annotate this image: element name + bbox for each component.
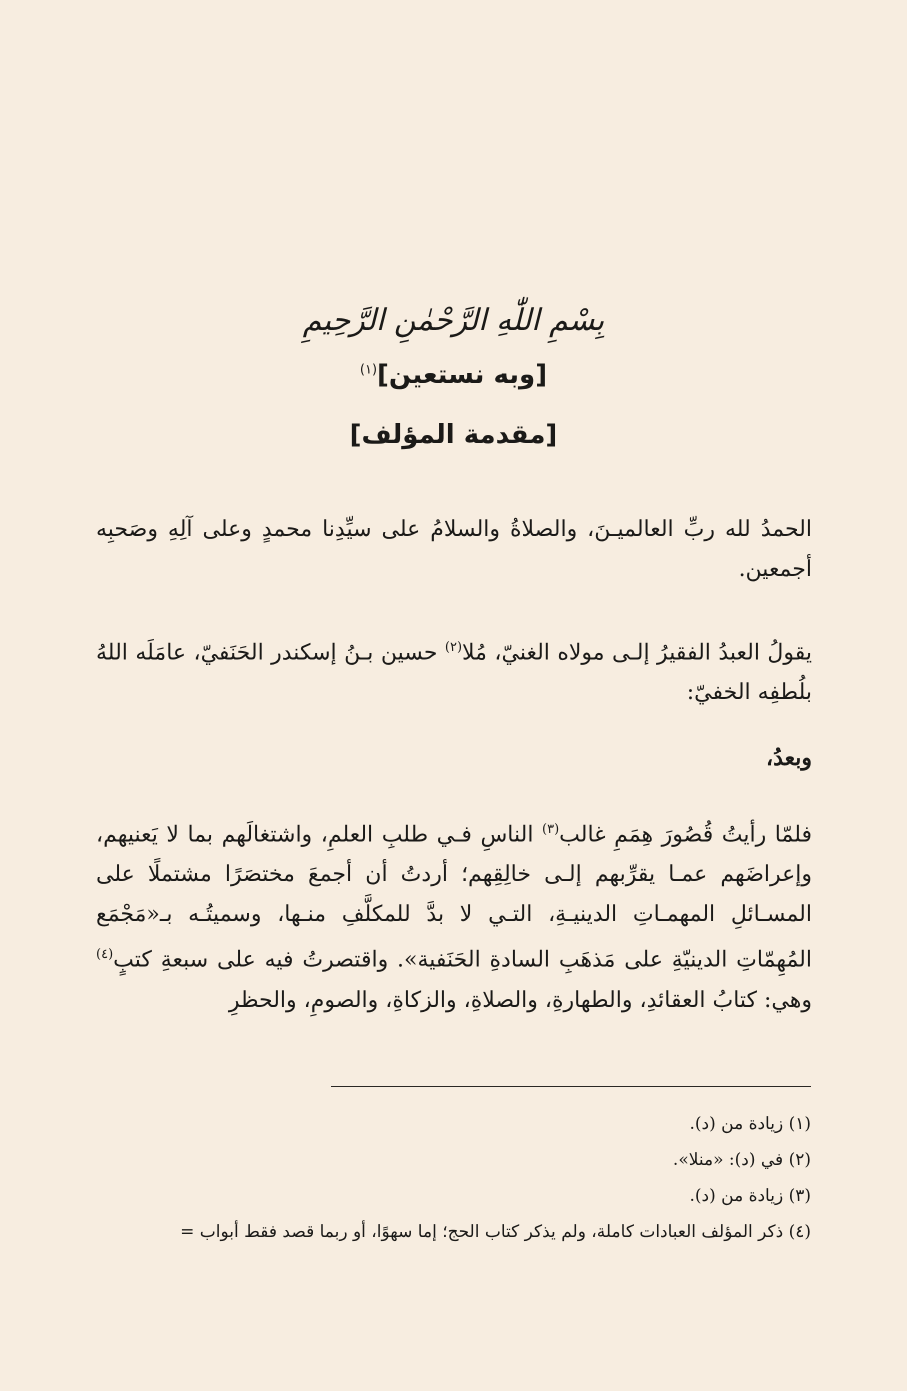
- footnote-ref-3: (٣): [542, 822, 560, 837]
- footnote-1: (١) زيادة من (د).: [689, 1114, 811, 1134]
- footnote-ref-2: (٢): [444, 640, 463, 655]
- paragraph-wabad: وبعدُ،: [765, 745, 812, 771]
- heading-muqaddima: [مقدمة المؤلف]: [349, 420, 558, 450]
- paragraph-main-text-c: وهي: كتابُ العقائدِ، والطهارةِ، والصلاةِ، والزكاةِ، والصومِ، والحظرِ: [228, 987, 812, 1013]
- footnote-divider: [331, 1086, 811, 1087]
- footnote-2: (٢) في (د): «منلا».: [672, 1150, 811, 1170]
- footnote-ref-4: (٤): [96, 947, 114, 963]
- heading-nastain-text: [وبه نستعين]: [377, 360, 548, 390]
- footnote-4: (٤) ذكر المؤلف العبادات كاملة، ولم يذكر كتاب الحج؛ إما سهوًا، أو ربما قصد فقط أبواب =: [180, 1222, 811, 1242]
- footnotes: [95, 1106, 811, 1250]
- paragraph-hamd: الحمدُ لله ربِّ العالميـنَ، والصلاةُ والسلامُ على سيِّدِنا محمدٍ وعلى آلِهِ وصَحبِه أجمعين.: [96, 517, 812, 582]
- paragraph-author-text-a: يقولُ العبدُ الفقيرُ إلـى مولاه الغنيّ، مُلا: [462, 640, 813, 666]
- paragraph-main: [96, 810, 812, 1021]
- footnote-3: (٣) زيادة من (د).: [689, 1186, 811, 1206]
- paragraph-main-text-b: الناسِ فـي طلبِ العلمِ، واشتغالَهم بما لا يَعنيهم، وإعراضَهم عمـا يقرِّبهم إلـى خالِقِهم؛ أردتُ أن أجمعَ مختصَرًا مشتملًا على المسـائلِ المهمـاتِ الدينيـةِ، التـي لا بدَّ للمكلَّفِ منـها، وسميتُـه بـ«مَجْمَع المُهِمّاتِ الدينيّةِ على مَذهَبِ السادةِ الحَنَفية». واقتصرتُ فيه على سبعةِ كتبٍ: [96, 822, 812, 973]
- basmala-calligraphy: بِسْمِ اللّٰهِ الرَّحْمٰنِ الرَّحِيمِ: [302, 303, 605, 338]
- paragraph-author: [96, 628, 812, 713]
- heading-nastain: [0, 360, 907, 390]
- paragraph-author-text-b: حسين بـنُ إسكندر الحَنَفيّ، عامَلَه اللهُ بلُطفِه الخفيّ:: [96, 640, 812, 706]
- paragraph-main-text-a: فلمّا رأيتُ قُصُورَ هِمَمِ غالب: [559, 822, 812, 848]
- footnote-ref-1: (١): [359, 362, 378, 378]
